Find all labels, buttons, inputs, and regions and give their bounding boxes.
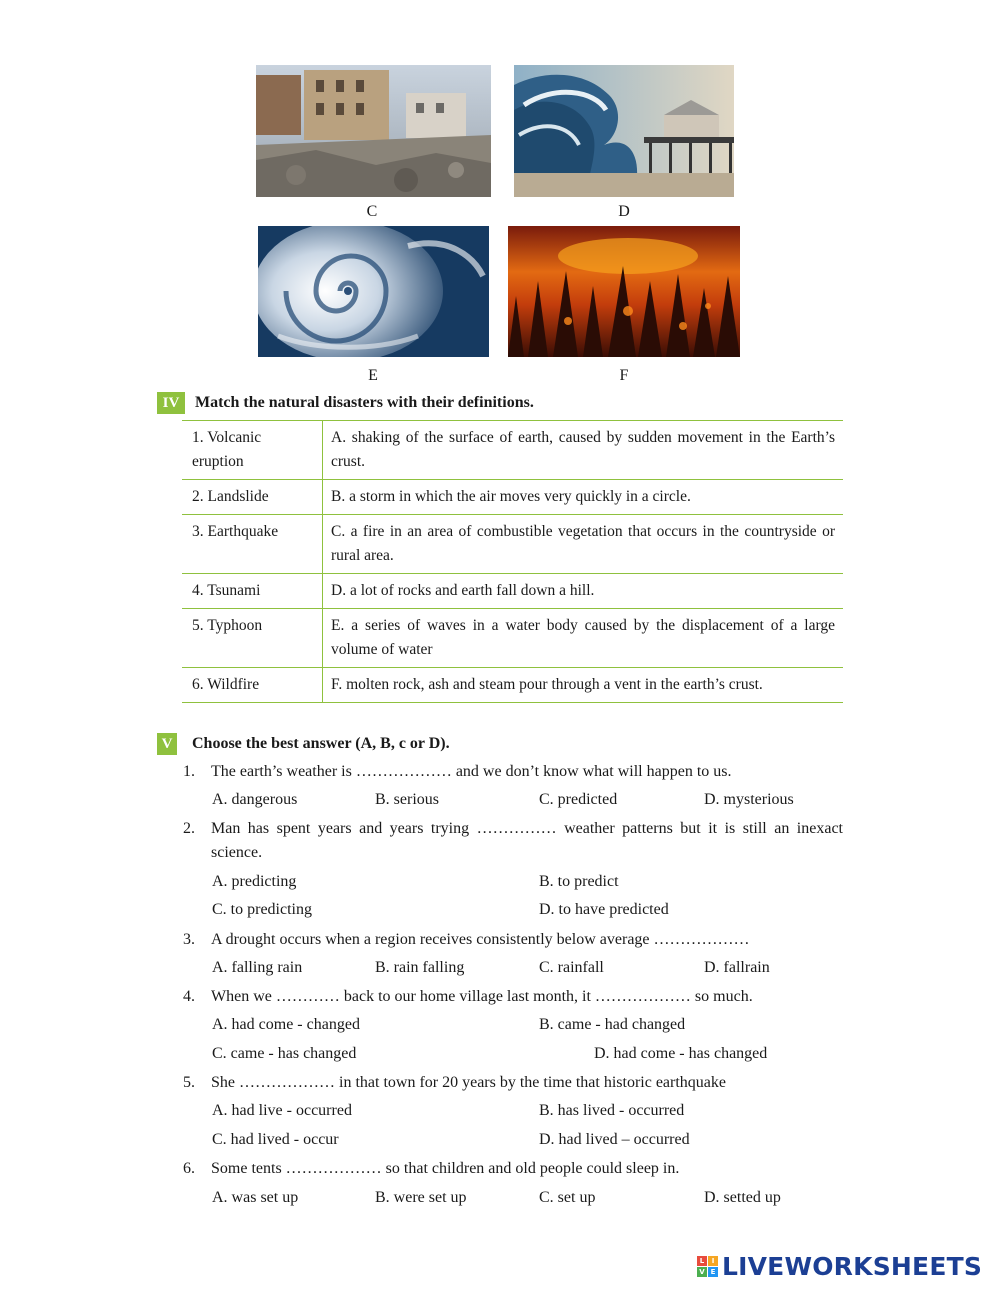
definition-cell: D. a lot of rocks and earth fall down a hill.	[323, 574, 844, 609]
question-number: 2.	[183, 820, 195, 837]
question-text: She ……………… in that town for 20 years by the time that historic earthquake	[211, 1074, 726, 1091]
answer-option[interactable]: A. had live - occurred	[212, 1102, 352, 1119]
earthquake-icon	[256, 65, 491, 197]
question-5	[183, 1071, 843, 1095]
term-cell: 5. Typhoon	[182, 609, 323, 668]
answer-option[interactable]: B. rain falling	[375, 959, 465, 976]
answer-option[interactable]: C. predicted	[539, 791, 618, 808]
table-row	[182, 668, 843, 703]
question-6	[183, 1157, 843, 1181]
definition-cell: A. shaking of the surface of earth, caused by sudden movement in the Earth’s crust.	[323, 421, 844, 480]
question-text: When we ………… back to our home village last month, it ……………… so much.	[211, 988, 753, 1005]
table-row	[182, 480, 843, 515]
logo-letter-i: I	[708, 1256, 718, 1266]
definition-cell: C. a fire in an area of combustible vegetation that occurs in the countryside or rural area.	[323, 515, 844, 574]
answer-option[interactable]: A. dangerous	[212, 791, 298, 808]
liveworksheets-icon	[697, 1256, 718, 1277]
image-label-f: F	[619, 367, 629, 384]
definition-cell: B. a storm in which the air moves very quickly in a circle.	[323, 480, 844, 515]
section-v-badge: V	[157, 733, 177, 755]
answer-option[interactable]: B. to predict	[539, 873, 619, 890]
question-2	[183, 817, 843, 865]
answer-option[interactable]: C. came - has changed	[212, 1045, 357, 1062]
answer-option[interactable]: C. rainfall	[539, 959, 604, 976]
question-text: Man has spent years and years trying …………… weather patterns but it is still an inexact science.	[211, 820, 843, 861]
answer-option[interactable]: B. came - had changed	[539, 1016, 686, 1033]
answer-option[interactable]: A. had come - changed	[212, 1016, 360, 1033]
image-label-c: C	[366, 203, 378, 220]
image-label-e: E	[368, 367, 378, 384]
question-4	[183, 985, 843, 1009]
term-cell	[182, 421, 323, 480]
question-text: A drought occurs when a region receives consistently below average ………………	[211, 931, 750, 948]
answer-option[interactable]: A. was set up	[212, 1189, 299, 1206]
typhoon-photo	[258, 226, 489, 357]
question-text: Some tents ……………… so that children and old people could sleep in.	[211, 1160, 680, 1177]
earthquake-photo	[256, 65, 491, 197]
brand-name: LIVEWORKSHEETS	[722, 1252, 983, 1281]
definition-cell: F. molten rock, ash and steam pour through a vent in the earth’s crust.	[323, 668, 844, 703]
logo-letter-e: E	[708, 1267, 718, 1277]
answer-option[interactable]: B. serious	[375, 791, 439, 808]
table-row	[182, 421, 843, 480]
answer-option[interactable]: B. has lived - occurred	[539, 1102, 685, 1119]
answer-option[interactable]: B. were set up	[375, 1189, 467, 1206]
question-text: The earth’s weather is ……………… and we don’t know what will happen to us.	[211, 763, 732, 780]
section-iv-badge: IV	[157, 392, 185, 414]
term-cell: 6. Wildfire	[182, 668, 323, 703]
answer-option[interactable]: C. to predicting	[212, 901, 312, 918]
table-row	[182, 574, 843, 609]
question-number: 1.	[183, 763, 195, 780]
question-number: 6.	[183, 1160, 195, 1177]
tsunami-icon	[514, 65, 734, 197]
question-3	[183, 928, 843, 952]
tsunami-photo	[514, 65, 734, 197]
answer-option[interactable]: D. fallrain	[704, 959, 770, 976]
section-v-title: Choose the best answer (A, B, c or D).	[192, 735, 450, 752]
liveworksheets-logo[interactable]	[697, 1252, 982, 1281]
wildfire-icon	[508, 226, 740, 357]
term-cell: 2. Landslide	[182, 480, 323, 515]
question-1	[183, 760, 843, 784]
typhoon-icon	[258, 226, 489, 357]
definition-cell: E. a series of waves in a water body caused by the displacement of a large volume of water	[323, 609, 844, 668]
logo-letter-l: L	[697, 1256, 707, 1266]
answer-option[interactable]: A. predicting	[212, 873, 297, 890]
term-text: 1. Volcanic eruption	[192, 429, 262, 470]
answer-option[interactable]: D. to have predicted	[539, 901, 669, 918]
term-cell: 3. Earthquake	[182, 515, 323, 574]
term-cell: 4. Tsunami	[182, 574, 323, 609]
answer-option[interactable]: D. had come - has changed	[594, 1045, 768, 1062]
image-label-d: D	[618, 203, 630, 220]
answer-option[interactable]: D. mysterious	[704, 791, 794, 808]
answer-option[interactable]: C. had lived - occur	[212, 1131, 339, 1148]
question-number: 4.	[183, 988, 195, 1005]
question-number: 5.	[183, 1074, 195, 1091]
table-row	[182, 515, 843, 574]
wildfire-photo	[508, 226, 740, 357]
answer-option[interactable]: D. setted up	[704, 1189, 781, 1206]
logo-letter-v: V	[697, 1267, 707, 1277]
section-iv-title: Match the natural disasters with their definitions.	[195, 394, 534, 411]
answer-option[interactable]: D. had lived – occurred	[539, 1131, 690, 1148]
answer-option[interactable]: C. set up	[539, 1189, 596, 1206]
table-row	[182, 609, 843, 668]
matching-table	[182, 420, 843, 703]
answer-option[interactable]: A. falling rain	[212, 959, 303, 976]
question-number: 3.	[183, 931, 195, 948]
